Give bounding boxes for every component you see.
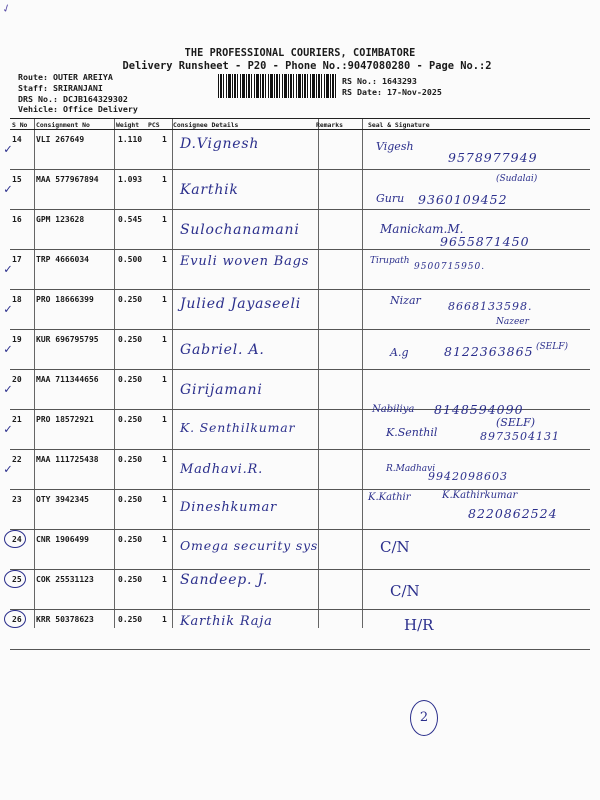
row-sno: 16: [12, 215, 22, 224]
row-weight: 0.250: [118, 295, 143, 304]
row-signature-secondary: K.Senthil: [386, 426, 438, 439]
row-pcs: 1: [162, 535, 167, 544]
runsheet-table: [4, 118, 590, 650]
table-row: [4, 450, 590, 490]
header-seal: Seal & Signature: [368, 121, 430, 129]
staff-label: Staff: SRIRANJANI: [18, 82, 103, 93]
row-signature: Tirupath: [370, 256, 410, 266]
table-row: [4, 250, 590, 290]
row-sno: 26: [12, 615, 22, 624]
page-number-mark: 2: [410, 700, 438, 736]
row-weight: 0.250: [118, 415, 143, 424]
row-sno: 24: [12, 535, 22, 544]
row-signature: Manickam.M.: [380, 222, 464, 236]
row-phone: 8122363865: [444, 344, 534, 359]
corner-pen-mark: ✓: [0, 0, 14, 17]
row-note: Nazeer: [496, 317, 529, 327]
row-phone: 8220862524: [468, 506, 558, 521]
row-consignee: Karthik Raja: [180, 614, 273, 629]
row-consignment: MAA 111725438: [36, 455, 99, 464]
row-signature: K.Kathir: [368, 492, 411, 503]
header-pcs: PCS: [148, 121, 160, 129]
row-consignee: Julied Jayaseeli: [180, 296, 302, 312]
row-pcs: 1: [162, 455, 167, 464]
check-mark-icon: ✓: [4, 182, 12, 197]
row-sno: 21: [12, 415, 22, 424]
row-sno: 17: [12, 255, 22, 264]
row-signature: Guru: [376, 192, 405, 205]
row-sno: 23: [12, 495, 22, 504]
row-pcs: 1: [162, 375, 167, 384]
row-consignment: MAA 711344656: [36, 375, 99, 384]
row-signature: Vigesh: [376, 140, 414, 153]
row-sno: 15: [12, 175, 22, 184]
header-consignee: Consignee Details: [173, 121, 239, 129]
row-sno: 19: [12, 335, 22, 344]
vehicle-label: Vehicle: Office Delivery: [18, 104, 138, 115]
row-note: (SELF): [496, 416, 536, 429]
row-pcs: 1: [162, 215, 167, 224]
row-weight: 0.250: [118, 615, 143, 624]
row-consignee: Sulochanamani: [180, 222, 300, 238]
row-consignee: K. Senthilkumar: [180, 420, 296, 435]
row-consignment: MAA 577967894: [36, 175, 99, 184]
row-sno: 20: [12, 375, 22, 384]
row-phone: 9578977949: [448, 150, 538, 165]
row-signature: R.Madhavi: [386, 464, 436, 474]
table-row: [4, 330, 590, 370]
row-phone-secondary: 8973504131: [480, 430, 560, 443]
row-phone: 8668133598.: [448, 300, 533, 313]
row-phone: 9360109452: [418, 192, 508, 207]
row-weight: 0.250: [118, 375, 143, 384]
row-pcs: 1: [162, 135, 167, 144]
row-consignment: COK 25531123: [36, 575, 94, 584]
row-sno: 18: [12, 295, 22, 304]
row-weight: 0.545: [118, 215, 143, 224]
check-mark-icon: ✓: [4, 462, 12, 477]
table-row: [10, 570, 590, 610]
row-consignee: Karthik: [180, 182, 239, 198]
document-title: THE PROFESSIONAL COURIERS, COIMBATORE: [184, 48, 416, 59]
table-header: [10, 118, 590, 130]
route-info: [18, 72, 138, 115]
row-phone: 9655871450: [440, 234, 530, 249]
row-pcs: 1: [162, 255, 167, 264]
row-consignment: KUR 696795795: [36, 335, 99, 344]
row-weight: 0.250: [118, 495, 143, 504]
table-row: [4, 130, 590, 170]
row-pcs: 1: [162, 175, 167, 184]
rs-number: RS No.: 1643293: [342, 76, 417, 86]
row-signature: C/N: [390, 582, 420, 600]
check-mark-icon: ✓: [4, 302, 12, 317]
row-weight: 1.093: [118, 175, 143, 184]
check-mark-icon: ✓: [4, 262, 12, 277]
row-phone: 8148594090: [434, 402, 524, 417]
row-sno: 22: [12, 455, 22, 464]
row-pcs: 1: [162, 335, 167, 344]
rs-info: [342, 76, 442, 98]
drs-label: DRS No.: DCJB164329302: [18, 93, 128, 104]
row-consignee: Dineshkumar: [180, 500, 278, 515]
row-signature: C/N: [380, 538, 410, 556]
table-row: [4, 402, 590, 450]
row-consignment: PRO 18666399: [36, 295, 94, 304]
table-row: [10, 210, 590, 250]
table-row: [10, 490, 590, 530]
row-consignee: Gabriel. A.: [180, 342, 265, 358]
rs-date: RS Date: 17-Nov-2025: [342, 86, 442, 97]
row-consignment: GPM 123628: [36, 215, 85, 224]
check-mark-icon: ✓: [4, 142, 12, 157]
document-subtitle: Delivery Runsheet - P20 - Phone No.:9047080280 - Page No.:2: [122, 60, 492, 72]
row-consignment: PRO 18572921: [36, 415, 94, 424]
row-weight: 0.250: [118, 455, 143, 464]
table-row: [4, 170, 590, 210]
header-remarks: Remarks: [316, 121, 343, 129]
row-phone: 9942098603: [428, 470, 508, 483]
row-consignee: Madhavi.R.: [180, 462, 264, 477]
row-pcs: 1: [162, 495, 167, 504]
row-signature: Nizar: [390, 294, 421, 307]
row-consignment: VLI 267649: [36, 135, 85, 144]
row-consignee: Sandeep. J.: [180, 572, 269, 588]
row-phone: 9500715950.: [414, 262, 486, 272]
header-sno: S No: [12, 121, 28, 129]
header-consignment: Consignment No: [36, 121, 90, 129]
row-consignment: OTY 3942345: [36, 495, 89, 504]
row-weight: 0.250: [118, 335, 143, 344]
table-row: [10, 610, 590, 650]
row-note: (Sudalai): [496, 174, 538, 184]
row-pcs: 1: [162, 615, 167, 624]
check-mark-icon: ✓: [4, 422, 12, 437]
table-row: [10, 530, 590, 570]
header-weight: Weight: [116, 121, 140, 129]
row-weight: 1.110: [118, 135, 143, 144]
row-weight: 0.500: [118, 255, 143, 264]
row-note: K.Kathirkumar: [442, 490, 518, 501]
check-mark-icon: ✓: [4, 342, 12, 357]
row-consignee: Girijamani: [180, 382, 263, 398]
row-consignee: D.Vignesh: [180, 136, 260, 152]
route-label: Route: OUTER AREIYA: [18, 72, 113, 82]
row-note: (SELF): [536, 342, 568, 352]
row-signature: Nabiliya: [372, 404, 415, 415]
row-pcs: 1: [162, 295, 167, 304]
row-sno: 25: [12, 575, 22, 584]
row-consignment: TRP 4666034: [36, 255, 89, 264]
row-sno: 14: [12, 135, 22, 144]
row-pcs: 1: [162, 575, 167, 584]
row-consignment: CNR 1906499: [36, 535, 89, 544]
row-signature: A.g: [390, 346, 409, 359]
row-signature: H/R: [404, 616, 434, 634]
check-mark-icon: ✓: [4, 382, 12, 397]
row-consignee: Evuli woven Bags: [180, 254, 310, 269]
row-weight: 0.250: [118, 535, 143, 544]
row-pcs: 1: [162, 415, 167, 424]
barcode-icon: [218, 74, 338, 98]
row-consignee: Omega security sys: [180, 538, 319, 553]
row-weight: 0.250: [118, 575, 143, 584]
row-consignment: KRR 50378623: [36, 615, 94, 624]
table-row: [4, 290, 590, 330]
